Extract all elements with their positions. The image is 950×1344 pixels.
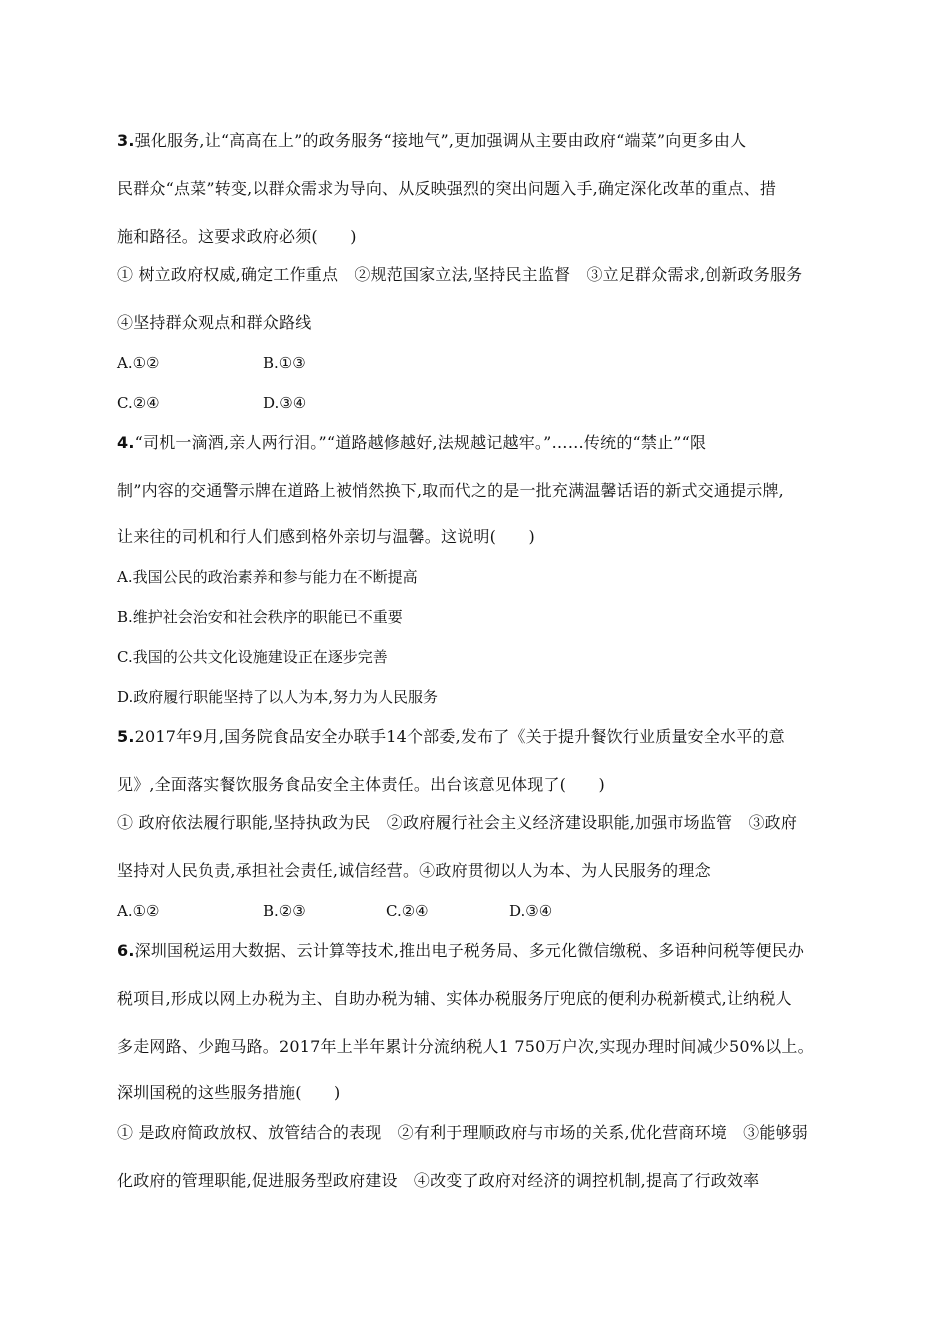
q6-items-line-2: 化政府的管理职能,促进服务型政府建设 ④改变了政府对经济的调控机制,提高了行政效率 bbox=[117, 1171, 760, 1190]
q4-number: 4. bbox=[117, 433, 135, 452]
q6-items-line-1: ① 是政府简政放权、放管结合的表现 ②有利于理顺政府与市场的关系,优化营商环境 ③能够弱 bbox=[117, 1123, 808, 1142]
q6-line-1 bbox=[117, 941, 804, 961]
q6-line-3: 多走网路、少跑马路。2017年上半年累计分流纳税人1 750万户次,实现办理时间减少50%以上。 bbox=[117, 1037, 814, 1056]
q3-stem-text-1: 强化服务,让“高高在上”的政务服务“接地气”,更加强调从主要由政府“端菜”向更多由人 bbox=[134, 131, 747, 150]
q3-items-line-2: ④坚持群众观点和群众路线 bbox=[117, 313, 312, 332]
q5-number: 5. bbox=[117, 727, 135, 746]
q5-stem-text-1: 2017年9月,国务院食品安全办联手14个部委,发布了《关于提升餐饮行业质量安全水平的意 bbox=[134, 727, 785, 746]
q4-option-d: D.政府履行职能坚持了以人为本,努力为人民服务 bbox=[117, 688, 439, 706]
q3-option-d: D.③④ bbox=[263, 394, 307, 412]
q3-line-2: 民群众“点菜”转变,以群众需求为导向、从反映强烈的突出问题入手,确定深化改革的重点、措 bbox=[117, 179, 777, 198]
q3-items-line-1: ① 树立政府权威,确定工作重点 ②规范国家立法,坚持民主监督 ③立足群众需求,创新政务服务 bbox=[117, 265, 803, 284]
q3-option-c: C.②④ bbox=[117, 394, 160, 412]
q4-option-c: C.我国的公共文化设施建设正在逐步完善 bbox=[117, 648, 388, 666]
q5-items-line-2: 坚持对人民负责,承担社会责任,诚信经营。④政府贯彻以人为本、为人民服务的理念 bbox=[117, 861, 711, 880]
q5-option-c: C.②④ bbox=[386, 902, 429, 920]
q6-number: 6. bbox=[117, 941, 135, 960]
q5-line-1 bbox=[117, 727, 785, 747]
q4-stem-text-1: “司机一滴酒,亲人两行泪。”“道路越修越好,法规越记越牢。”……传统的“禁止”“限 bbox=[134, 433, 707, 452]
q4-line-3: 让来往的司机和行人们感到格外亲切与温馨。这说明( ) bbox=[117, 527, 535, 546]
q6-stem-text-1: 深圳国税运用大数据、云计算等技术,推出电子税务局、多元化微信缴税、多语种问税等便民办 bbox=[134, 941, 805, 960]
q5-items-line-1: ① 政府依法履行职能,坚持执政为民 ②政府履行社会主义经济建设职能,加强市场监管 ③政府 bbox=[117, 813, 798, 832]
q5-option-b: B.②③ bbox=[263, 902, 306, 920]
q5-line-2: 见》,全面落实餐饮服务食品安全主体责任。出台该意见体现了( ) bbox=[117, 775, 605, 794]
q3-line-1 bbox=[117, 131, 746, 151]
q6-line-2: 税项目,形成以网上办税为主、自助办税为辅、实体办税服务厅兜底的便利办税新模式,让纳税人 bbox=[117, 989, 792, 1008]
q4-line-2: 制”内容的交通警示牌在道路上被悄然换下,取而代之的是一批充满温馨话语的新式交通提示牌, bbox=[117, 481, 784, 500]
q3-option-a: A.①② bbox=[117, 354, 160, 372]
q5-option-d: D.③④ bbox=[509, 902, 553, 920]
q4-option-a: A.我国公民的政治素养和参与能力在不断提高 bbox=[117, 568, 418, 586]
q6-line-4: 深圳国税的这些服务措施( ) bbox=[117, 1083, 341, 1102]
q3-line-3: 施和路径。这要求政府必须( ) bbox=[117, 227, 357, 246]
q3-number: 3. bbox=[117, 131, 135, 150]
q4-option-b: B.维护社会治安和社会秩序的职能已不重要 bbox=[117, 608, 403, 626]
q3-option-b: B.①③ bbox=[263, 354, 306, 372]
q5-option-a: A.①② bbox=[117, 902, 160, 920]
q4-line-1 bbox=[117, 433, 706, 453]
